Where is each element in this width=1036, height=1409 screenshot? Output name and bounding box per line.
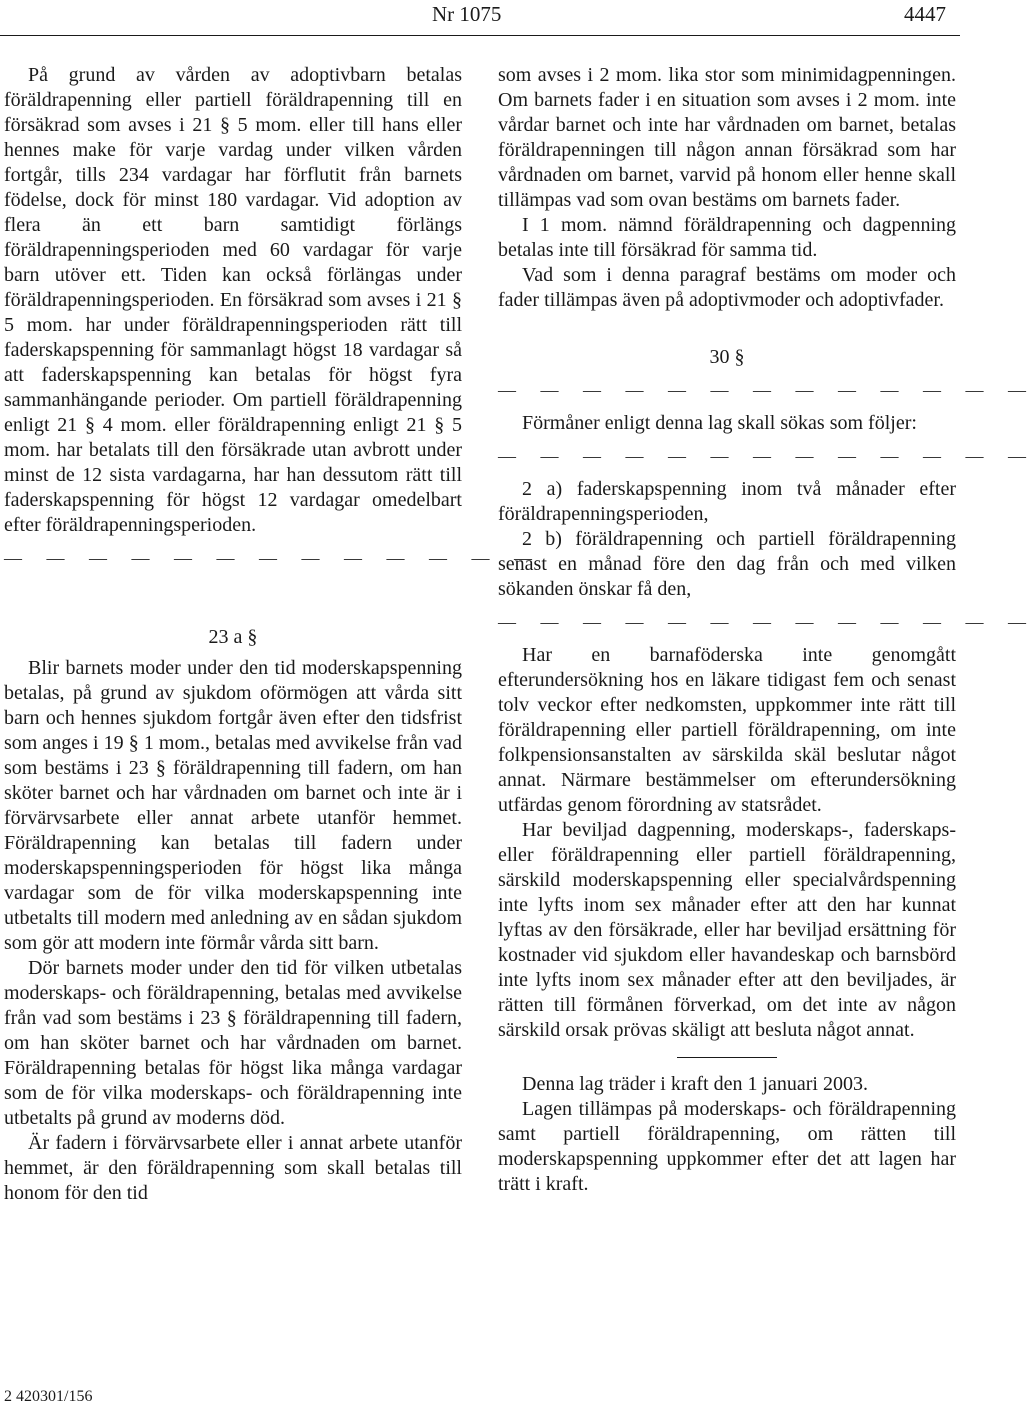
- right-column: [498, 63, 1036, 1197]
- paragraph: På grund av vården av adoptivbarn betalas föräldrapenning eller partiell föräldrapenning till en försäkrad som avses i 21 § 5 mom. eller till hans eller hennes make för varje vardag under vilken vården fortgår, tills 234 vardagar har förflutit från barnets födelse, dock för minst 180 vardagar. Vid adoption av flera än ett barn samtidigt förlängs föräldrapenningsperioden med 60 vardagar för varje barn utöver ett. Tiden kan också förlängas under föräldrapenningsperioden. En försäkrad som avses i 21 § 5 mom. har under föräldrapenningsperioden rätt till faderskapspenning för sammanlagt högst 18 vardagar så att faderskapspenning kan betalas för högst fyra sammanhängande perioder. Om partiell föräldrapenning enligt 21 § 4 mom. eller föräldrapenning enligt 21 § 5 mom. har betalats till den försäkrade utan avbrott under minst de 12 sista vardagarna, har han dessutom rätt till faderskapspenning för högst 12 vardagar omedelbart efter föräldrapenningsperioden.: [4, 64, 462, 536]
- header-rule: [0, 35, 960, 36]
- spacer: [4, 579, 462, 619]
- paragraph: Förmåner enligt denna lag skall sökas som följer:: [522, 412, 917, 434]
- left-column: [4, 63, 542, 1206]
- spacer: [498, 313, 956, 339]
- paragraph: Lagen tillämpas på moderskaps- och föräldrapenning samt partiell föräldrapenning, om rätten till moderskapspenning uppkommer efter det att lagen har trätt i kraft.: [498, 1098, 956, 1195]
- omission-dashes: — — — — — — — — — — — — —: [498, 380, 1036, 400]
- paragraph: I 1 mom. nämnd föräldrapenning och dagpenning betalas inte till försäkrad för samma tid.: [498, 214, 956, 261]
- paragraph: Är fadern i förvärvsarbete eller i annat arbete utanför hemmet, är den föräldrapenning som skall betalas till honom för den tid: [4, 1132, 462, 1204]
- separator-rule: [677, 1057, 777, 1058]
- paragraph: 2 a) faderskapspenning inom två månader efter föräldrapenningsperioden,: [498, 478, 956, 525]
- paragraph: 2 b) föräldrapenning och partiell föräldrapenning senast en månad före den dag från och med vilken sökanden önskar få den,: [498, 528, 956, 600]
- section-heading: 30 §: [709, 346, 745, 368]
- paragraph: Vad som i denna paragraf bestäms om moder och fader tillämpas även på adoptivmoder och adoptivfader.: [498, 264, 956, 311]
- paragraph: Har en barnaföderska inte genomgått efterundersökning hos en läkare tidigast fem och senast tolv veckor efter nedkomsten, uppkommer inte rätt till föräldrapenning eller partiell föräldrapenning, om inte folkpensionsanstalten av särskilda skäl beslutar något annat. Närmare bestämmelser om efterundersökning utfärdas genom förordning av statsrådet.: [498, 644, 956, 816]
- omission-dashes: — — — — — — — — — — — — —: [498, 612, 1036, 632]
- omission-dashes: — — — — — — — — — — — — —: [498, 446, 1036, 466]
- paragraph: Har beviljad dagpenning, moderskaps-, faderskaps- eller föräldrapenning eller partiell föräldrapenning, särskild moderskapspenning eller specialvårdspenning inte lyfts inom sex månader efter att den har kunnat lyftas av den försäkrade, eller har beviljad ersättning för kostnader vid sjukdom eller havandeskap och barnsbörd inte lyfts inom sex månader efter att den beviljades, är rätten till förmånen förverkad, om det inte av någon särskild orsak prövas skäligt att besluta något annat.: [498, 819, 956, 1041]
- section-heading: 23 a §: [208, 626, 258, 648]
- paragraph: Dör barnets moder under den tid för vilken utbetalas moderskaps- och föräldrapenning, betalas med avvikelse från vad som bestäms i 23 § föräldrapenning till fadern, om han sköter barnet och har vårdnaden om barnet. Föräldrapenning betalas för högst lika många vardagar som de för vilka moderskaps- och föräldrapenning inte utbetalts på grund av moderns död.: [4, 957, 462, 1129]
- page-number: 4447: [904, 2, 946, 26]
- omission-dashes: — — — — — — — — — — — — —: [4, 548, 542, 568]
- paragraph: som avses i 2 mom. lika stor som minimidagpenningen. Om barnets fader i en situation som avses i 2 mom. inte vårdar barnet och inte har vårdnaden om barnet, betalas föräldrapenningen till någon annan försäkrad som har vårdnaden om barnet, varvid på honom eller henne skall tillämpas vad som ovan bestäms om barnets fader.: [498, 64, 956, 211]
- paragraph: Blir barnets moder under den tid moderskapspenning betalas, på grund av sjukdom oförmögen att vårda sitt barn och hennes sjukdom fortgår även efter den tidsfrist som anges i 19 § 1 mom., betalas med avvikelse från vad som bestäms i 23 § föräldrapenning till fadern, om han sköter barnet och har vårdnaden om barnet och inte är i förvärvsarbete eller annat arbete utanför hemmet. Föräldrapenning kan betalas till fadern under moderskapspenningsperioden för högst lika många vardagar som de för vilka moderskapspenning inte utbetalts till modern med anledning av en sådan sjukdom som gör att modern inte förmår vårda sitt barn.: [4, 657, 462, 954]
- paragraph: Denna lag träder i kraft den 1 januari 2003.: [522, 1073, 868, 1095]
- footer-code: 2 420301/156: [4, 1388, 93, 1405]
- issue-number: Nr 1075: [432, 2, 502, 26]
